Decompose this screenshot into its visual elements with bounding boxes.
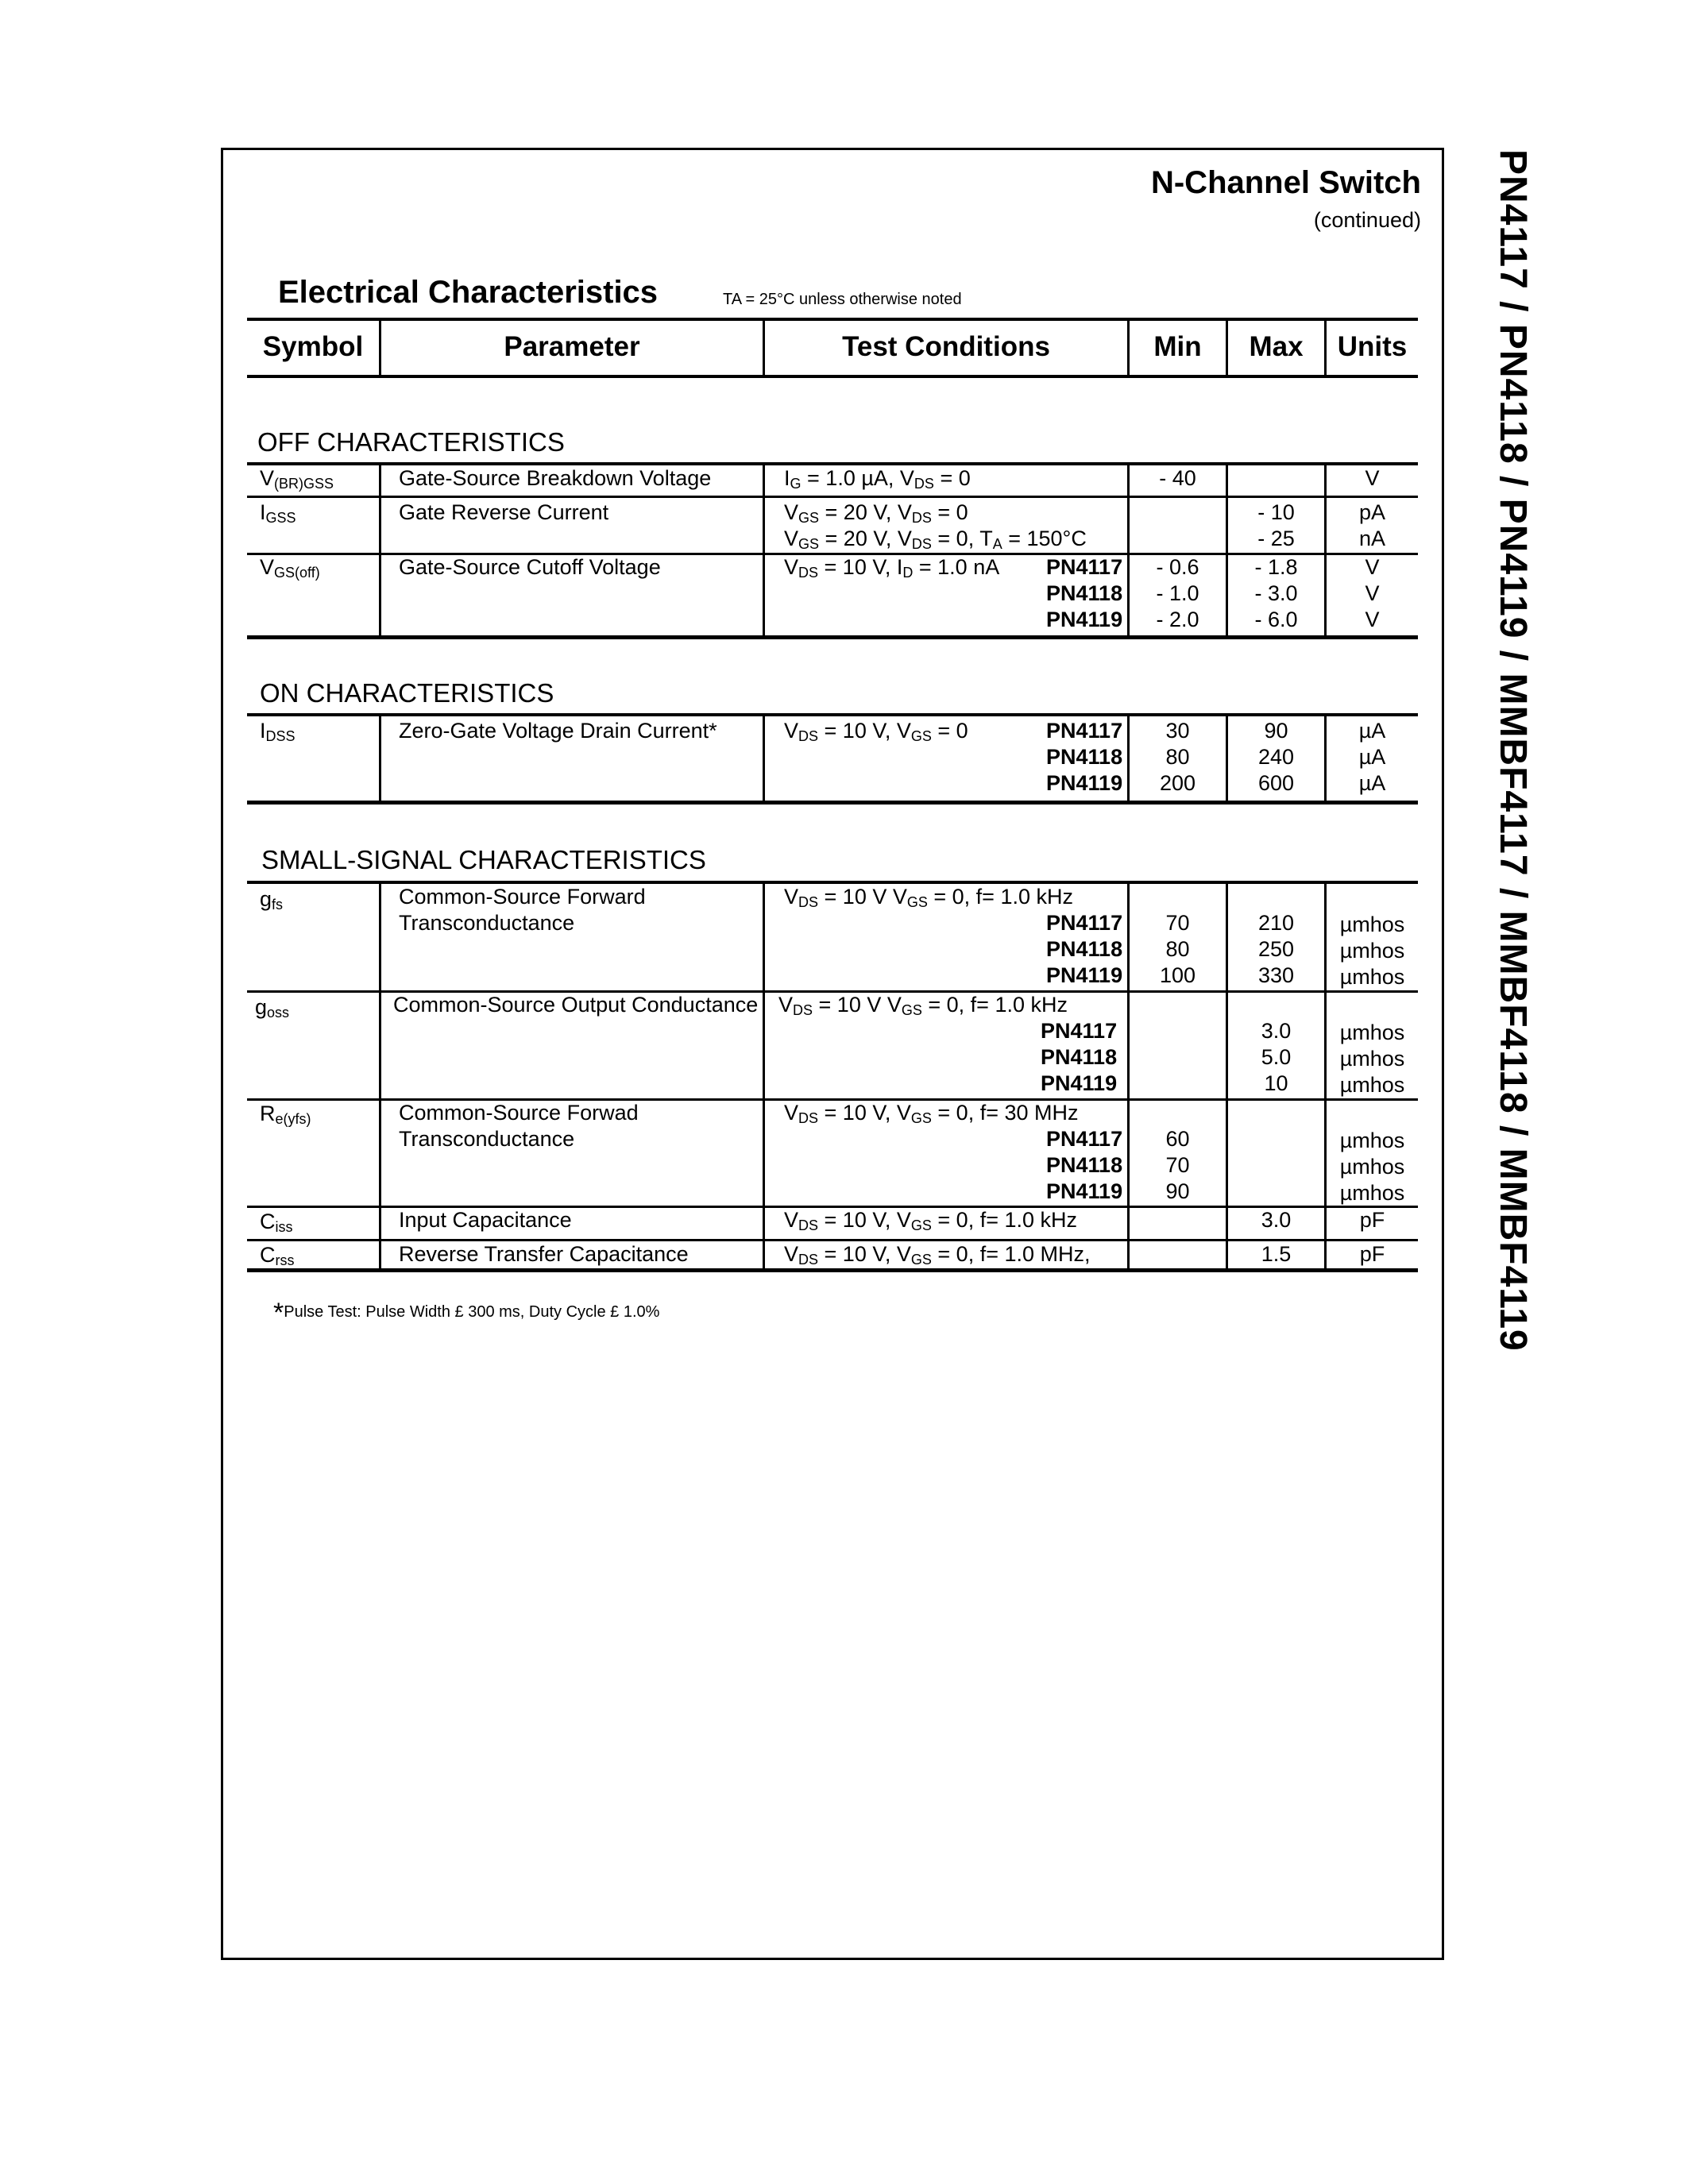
unit-ciss: pF	[1359, 1208, 1385, 1232]
device-label: PN4119	[1041, 1071, 1118, 1095]
device-label: PN4117	[1046, 911, 1123, 935]
device-label: PN4119	[1046, 1179, 1123, 1203]
pulse-test-footnote: *Pulse Test: Pulse Width £ 300 ms, Duty Cycle £ 1.0%	[273, 1298, 660, 1328]
min-value: - 2.0	[1156, 608, 1199, 631]
cond-gfs: $V_{DS} = 10$ V $V_{GS} = 0$, f= 1.0 kHz	[784, 885, 1073, 910]
min-vbrgss: - 40	[1159, 466, 1196, 490]
cond-idss: $V_{DS} = 10$ V, $V_{GS} = 0$	[784, 719, 968, 744]
device-label: PN4119	[1046, 963, 1123, 987]
symbol-igss: $I_{GSS}$	[260, 500, 296, 526]
unit-igss-2: nA	[1358, 527, 1386, 550]
device-label: PN4117	[1046, 555, 1123, 579]
max-value: 330	[1257, 963, 1295, 987]
col-header-max: Max	[1249, 331, 1304, 362]
max-crss: 1.5	[1261, 1242, 1292, 1266]
symbol-vgsoff: $V_{GS(off)}$	[260, 555, 320, 581]
device-label: PN4117	[1046, 1127, 1123, 1151]
param-crss: Reverse Transfer Capacitance	[399, 1242, 689, 1266]
min-value: 70	[1165, 911, 1190, 935]
device-label: PN4118	[1046, 581, 1123, 605]
symbol-gfs: $g_{fs}$	[260, 887, 284, 913]
max-ciss: 3.0	[1261, 1208, 1292, 1232]
cond-igss-2: $V_{GS} = 20$ V, $V_{DS} = 0$, $T_A = 150^\circ C$	[784, 527, 1087, 552]
side-title: PN4117 / PN4118 / PN4119 / MMBF4117 / MMBF4118 / MMBF4119	[1492, 149, 1534, 1352]
param-vbrgss: Gate-Source Breakdown Voltage	[399, 466, 712, 490]
col-header-min: Min	[1153, 331, 1202, 362]
cond-vbrgss: $I_G = 1.0$ µA, $V_{DS} = 0$	[784, 466, 971, 492]
device-label: PN4119	[1046, 608, 1123, 631]
max-value: 10	[1264, 1071, 1288, 1095]
min-value: 80	[1165, 937, 1190, 961]
max-value: 240	[1257, 745, 1295, 769]
max-value: 210	[1257, 911, 1295, 935]
unit-value: µmhos	[1339, 965, 1405, 989]
param-goss: Common-Source Output Conductance	[393, 993, 759, 1017]
max-value: 600	[1257, 771, 1295, 795]
min-value: 80	[1165, 745, 1190, 769]
cond-goss: $V_{DS} = 10$ V $V_{GS} = 0$, f= 1.0 kHz	[778, 993, 1068, 1018]
unit-value: µmhos	[1339, 939, 1405, 963]
unit-igss-1: pA	[1358, 500, 1386, 524]
section-off-title: OFF CHARACTERISTICS	[257, 427, 565, 457]
min-value: 70	[1165, 1153, 1190, 1177]
unit-value: V	[1365, 555, 1380, 579]
max-value: - 6.0	[1254, 608, 1298, 631]
device-label: PN4118	[1041, 1045, 1118, 1069]
unit-value: V	[1365, 581, 1380, 605]
col-header-conditions: Test Conditions	[842, 331, 1050, 362]
min-value: 30	[1165, 719, 1190, 743]
max-value: 3.0	[1261, 1019, 1292, 1043]
min-value: 60	[1165, 1127, 1190, 1151]
param-ciss: Input Capacitance	[399, 1208, 572, 1232]
unit-value: µA	[1358, 771, 1386, 795]
min-value: 90	[1165, 1179, 1190, 1203]
param-idss: Zero-Gate Voltage Drain Current*	[399, 719, 717, 743]
unit-value: µmhos	[1339, 1129, 1405, 1152]
symbol-reyfs: $R_{e(yfs)}$	[260, 1102, 311, 1127]
symbol-vbrgss: $V_{(BR)GSS}$	[260, 466, 334, 492]
max-value: 90	[1264, 719, 1288, 743]
symbol-ciss: $C_{iss}$	[260, 1210, 293, 1235]
min-value: 100	[1159, 963, 1196, 987]
param-reyfs-2: Transconductance	[399, 1127, 575, 1151]
heading-note: TA = 25°C unless otherwise noted	[723, 291, 962, 308]
min-value: - 0.6	[1156, 555, 1199, 579]
cond-crss: $V_{DS} = 10$ V, $V_{GS} = 0$, f= 1.0 MHz,	[784, 1242, 1091, 1268]
symbol-idss: $I_{DSS}$	[260, 719, 295, 744]
unit-value: V	[1365, 608, 1380, 631]
cond-ciss: $V_{DS} = 10$ V, $V_{GS} = 0$, f= 1.0 kHz	[784, 1208, 1077, 1233]
col-header-units: Units	[1337, 331, 1408, 362]
unit-value: µA	[1358, 745, 1386, 769]
device-label: PN4119	[1046, 771, 1123, 795]
device-label: PN4117	[1046, 719, 1123, 743]
unit-value: µA	[1358, 719, 1386, 743]
device-label: PN4118	[1046, 745, 1123, 769]
unit-value: µmhos	[1339, 1021, 1405, 1044]
device-label: PN4118	[1046, 937, 1123, 961]
max-igss-1: - 10	[1257, 500, 1295, 524]
unit-crss: pF	[1359, 1242, 1385, 1266]
section-heading: Electrical Characteristics	[278, 275, 659, 310]
max-value: - 3.0	[1254, 581, 1298, 605]
unit-value: µmhos	[1339, 1073, 1405, 1097]
col-header-symbol: Symbol	[262, 331, 364, 362]
unit-vbrgss: V	[1365, 466, 1380, 490]
min-value: - 1.0	[1156, 581, 1199, 605]
symbol-goss: $g_{oss}$	[255, 995, 290, 1021]
param-gfs-1: Common-Source Forward	[399, 885, 646, 909]
section-small-signal-title: SMALL-SIGNAL CHARACTERISTICS	[261, 845, 706, 874]
max-value: 5.0	[1261, 1045, 1292, 1069]
max-value: - 1.8	[1254, 555, 1298, 579]
param-vgsoff: Gate-Source Cutoff Voltage	[399, 555, 661, 579]
cond-vgsoff: $V_{DS} = 10$ V, $I_D = 1.0$ nA	[784, 555, 1000, 581]
device-label: PN4118	[1046, 1153, 1123, 1177]
unit-value: µmhos	[1339, 1155, 1405, 1179]
param-gfs-2: Transconductance	[399, 911, 575, 935]
symbol-crss: $C_{rss}$	[260, 1243, 295, 1268]
col-header-parameter: Parameter	[504, 331, 640, 362]
device-label: PN4117	[1041, 1019, 1118, 1043]
min-value: 200	[1159, 771, 1196, 795]
max-value: 250	[1257, 937, 1295, 961]
section-on-title: ON CHARACTERISTICS	[260, 678, 554, 708]
param-igss: Gate Reverse Current	[399, 500, 609, 524]
max-igss-2: - 25	[1257, 527, 1295, 550]
unit-value: µmhos	[1339, 1047, 1405, 1071]
document-subtitle: (continued)	[1313, 208, 1421, 232]
document-title: N-Channel Switch	[1150, 165, 1421, 200]
cond-reyfs: $V_{DS} = 10$ V, $V_{GS} = 0$, f= 30 MHz	[784, 1101, 1079, 1126]
unit-value: µmhos	[1339, 913, 1405, 936]
unit-value: µmhos	[1339, 1181, 1405, 1205]
cond-igss-1: $V_{GS} = 20$ V, $V_{DS} = 0$	[784, 500, 968, 526]
param-reyfs-1: Common-Source Forwad	[399, 1101, 639, 1125]
